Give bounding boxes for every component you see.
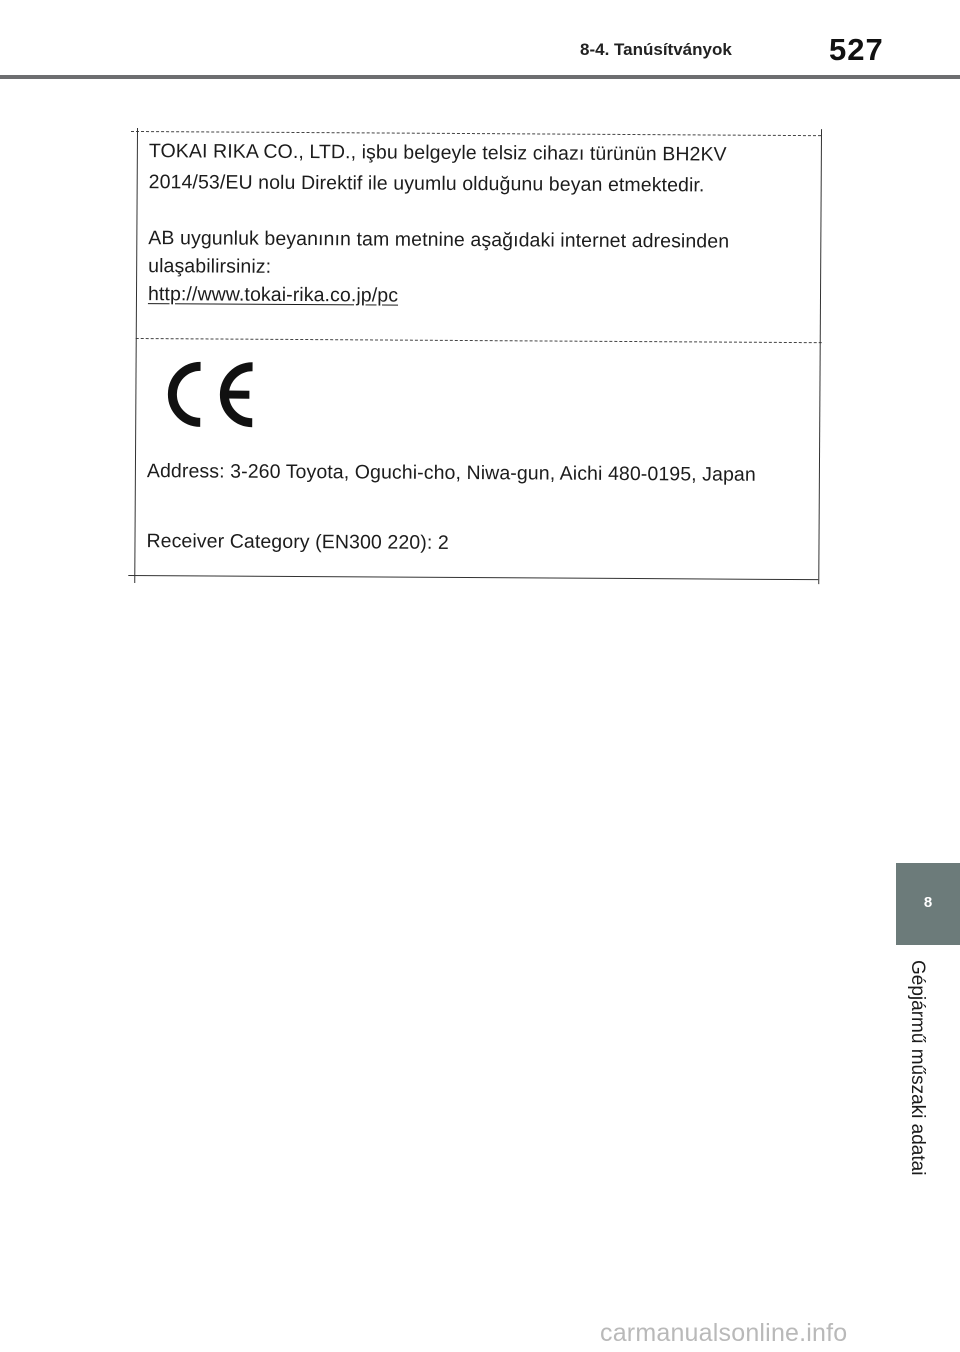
certification-label — [134, 131, 823, 579]
ce-mark-icon — [157, 360, 257, 429]
header-divider — [0, 75, 960, 79]
page-number: 527 — [829, 32, 884, 67]
label-divider — [136, 338, 822, 343]
label-border-bottom — [128, 575, 818, 580]
section-title: 8-4. Tanúsítványok — [580, 40, 732, 59]
chapter-number: 8 — [923, 894, 933, 911]
access-line-2: ulaşabilirsiniz: — [148, 255, 272, 278]
label-border-left — [134, 128, 138, 583]
receiver-category: Receiver Category (EN300 220): 2 — [146, 530, 449, 554]
watermark: carmanualsonline.info — [600, 1319, 848, 1347]
label-border-top — [131, 131, 821, 136]
chapter-title-wrapper — [902, 960, 932, 1210]
declaration-url[interactable]: http://www.tokai-rika.co.jp/pc — [147, 283, 399, 307]
label-border-right — [818, 129, 822, 584]
declaration-line-2: 2014/53/EU nolu Direktif ile uyumlu olduğunu beyan etmektedir. — [148, 171, 705, 197]
chapter-title: Gépjármű műszaki adatai — [907, 960, 928, 1176]
chapter-tab[interactable] — [896, 863, 960, 945]
manufacturer-address: Address: 3-260 Toyota, Oguchi-cho, Niwa-gun, Aichi 480-0195, Japan — [146, 460, 756, 486]
access-line-1: AB uygunluk beyanının tam metnine aşağıdaki internet adresinden — [148, 227, 730, 253]
declaration-line-1: TOKAI RIKA CO., LTD., işbu belgeyle telsiz cihazı türünün BH2KV — [148, 140, 727, 166]
